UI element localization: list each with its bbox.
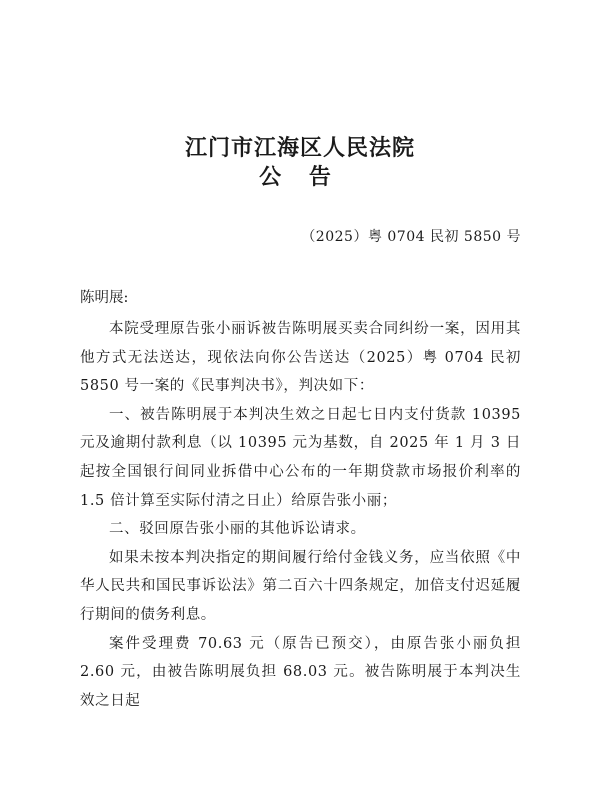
notice-body	[80, 315, 521, 715]
paragraph-case-fee: 案件受理费 70.63 元（原告已预交），由原告张小丽负担 2.60 元，由被告陈明展负担 68.03 元。被告陈明展于本判决生效之日起	[80, 635, 521, 709]
paragraph-judgment-item-1: 一、被告陈明展于本判决生效之日起七日内支付货款 10395 元及逾期付款利息（以 10395 元为基数，自 2025 年 1 月 3 日起按全国银行间同业拆借中心公布的一年期贷款市场报价利率的 1.5 倍计算至实际付清之日止）给原告张小丽；	[80, 406, 521, 509]
paragraph-judgment-item-2: 二、驳回原告张小丽的其他诉讼请求。	[109, 521, 366, 538]
addressee: 陈明展:	[80, 290, 129, 306]
case-number: （2025）粤 0704 民初 5850 号	[301, 229, 521, 245]
paragraph-late-interest: 如果未按本判决指定的期间履行给付金钱义务，应当依照《中华人民共和国民事诉讼法》第二百六十四条规定，加倍支付迟延履行期间的债务利息。	[80, 549, 521, 623]
document-type-title: 公 告	[259, 164, 341, 190]
court-name: 江门市江海区人民法院	[184, 135, 415, 161]
paragraph-intro: 本院受理原告张小丽诉被告陈明展买卖合同纠纷一案，因用其他方式无法送达，现依法向你公告送达（2025）粤 0704 民初 5850 号一案的《民事判决书》，判决如下：	[80, 321, 521, 395]
